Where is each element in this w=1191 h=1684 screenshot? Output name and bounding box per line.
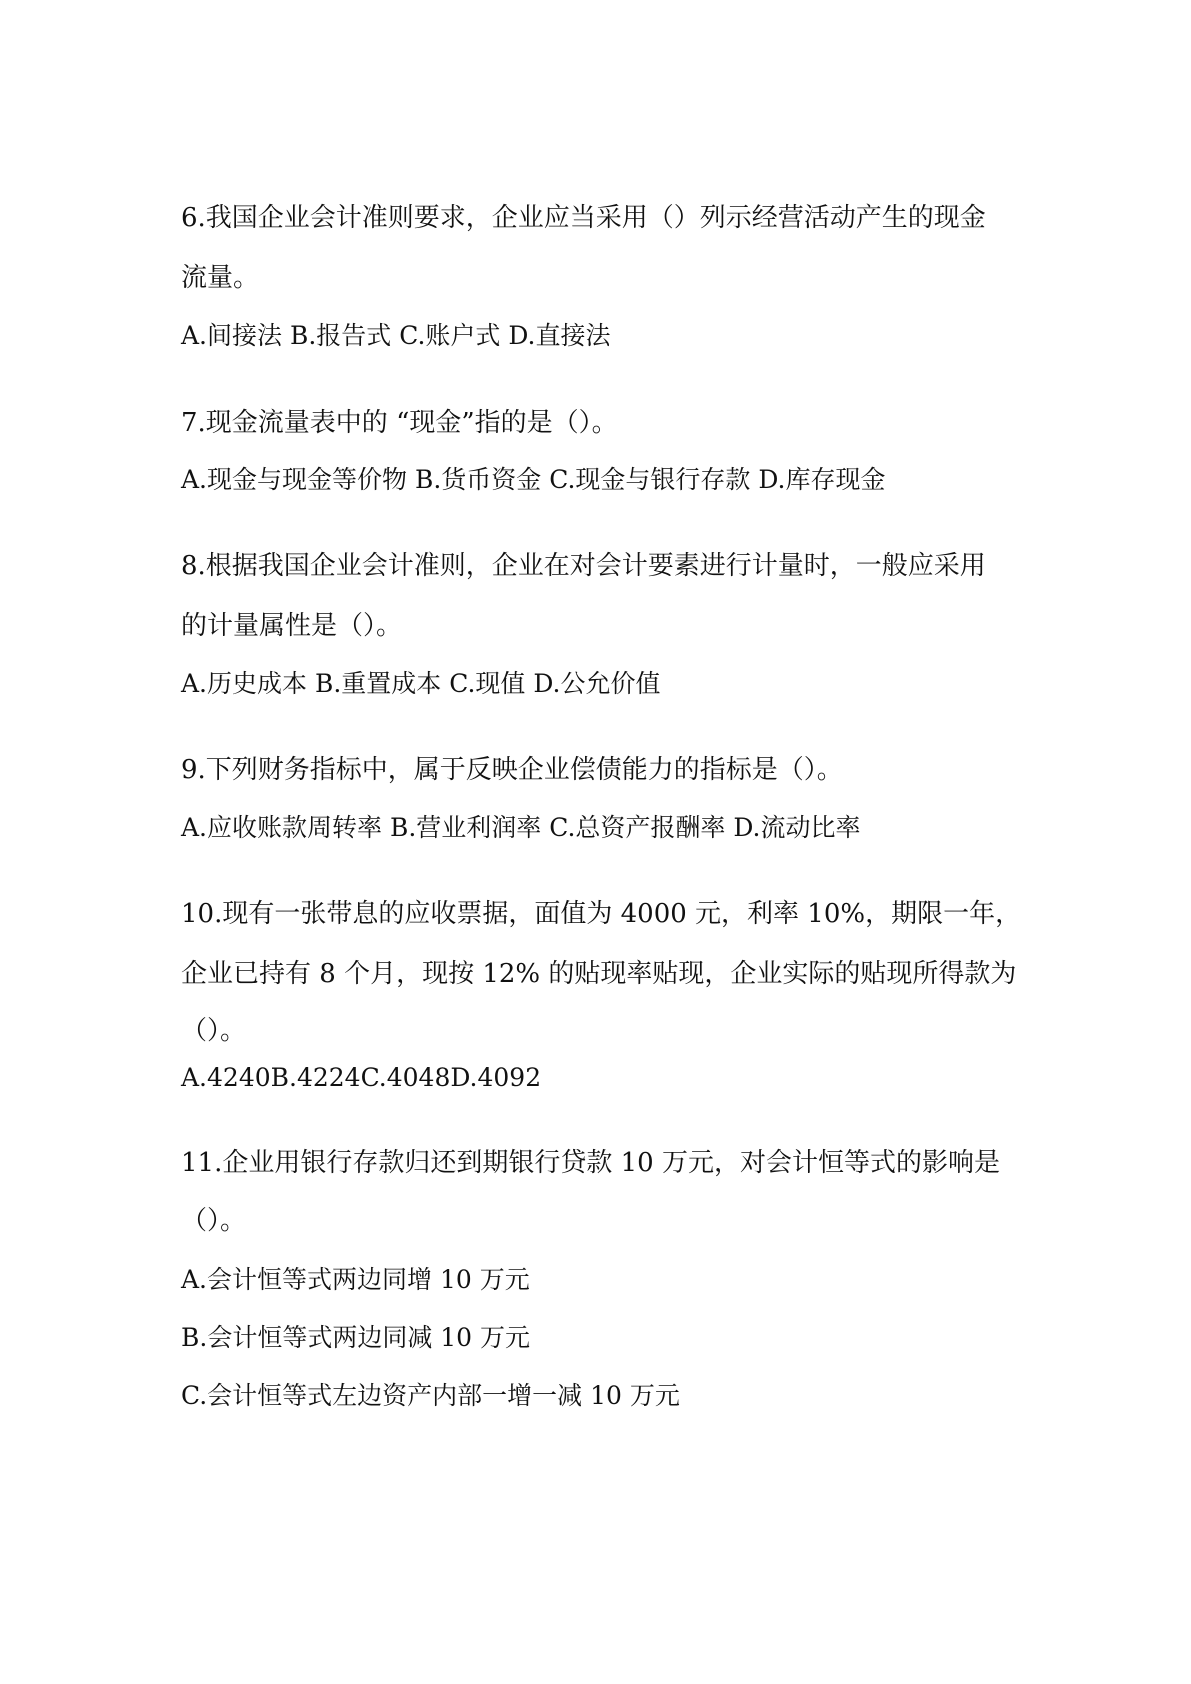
question-11-option-a: A.会计恒等式两边同增 10 万元 [181, 1265, 530, 1294]
question-7-options: A.现金与现金等价物 B.货币资金 C.现金与银行存款 D.库存现金 [181, 465, 886, 494]
question-6-line-1: 6.我国企业会计准则要求，企业应当采用（）列示经营活动产生的现金 [181, 203, 986, 233]
question-10-line-3: （）。 [181, 1016, 247, 1046]
question-11-line-2: （）。 [181, 1206, 247, 1236]
question-6-line-2: 流量。 [181, 263, 260, 293]
question-9-line-1: 9.下列财务指标中，属于反映企业偿债能力的指标是（）。 [181, 755, 843, 785]
question-7-line-1: 7.现金流量表中的 “现金”指的是（）。 [181, 408, 618, 438]
question-9-options: A.应收账款周转率 B.营业利润率 C.总资产报酬率 D.流动比率 [181, 813, 861, 842]
question-6-options: A.间接法 B.报告式 C.账户式 D.直接法 [181, 321, 611, 350]
question-10-options: A.4240B.4224C.4048D.4092 [181, 1063, 542, 1092]
question-8-line-1: 8.根据我国企业会计准则，企业在对会计要素进行计量时，一般应采用 [181, 551, 986, 581]
question-8-options: A.历史成本 B.重置成本 C.现值 D.公允价值 [181, 669, 661, 698]
question-11-line-1: 11.企业用银行存款归还到期银行贷款 10 万元，对会计恒等式的影响是 [181, 1148, 1000, 1178]
question-8-line-2: 的计量属性是（）。 [181, 611, 403, 641]
question-11-option-b: B.会计恒等式两边同减 10 万元 [181, 1323, 531, 1352]
question-11-option-c: C.会计恒等式左边资产内部一增一减 10 万元 [181, 1381, 680, 1410]
question-10-line-1: 10.现有一张带息的应收票据，面值为 4000 元，利率 10%，期限一年， [181, 899, 1022, 929]
question-10-line-2: 企业已持有 8 个月，现按 12% 的贴现率贴现，企业实际的贴现所得款为 [181, 959, 1017, 989]
